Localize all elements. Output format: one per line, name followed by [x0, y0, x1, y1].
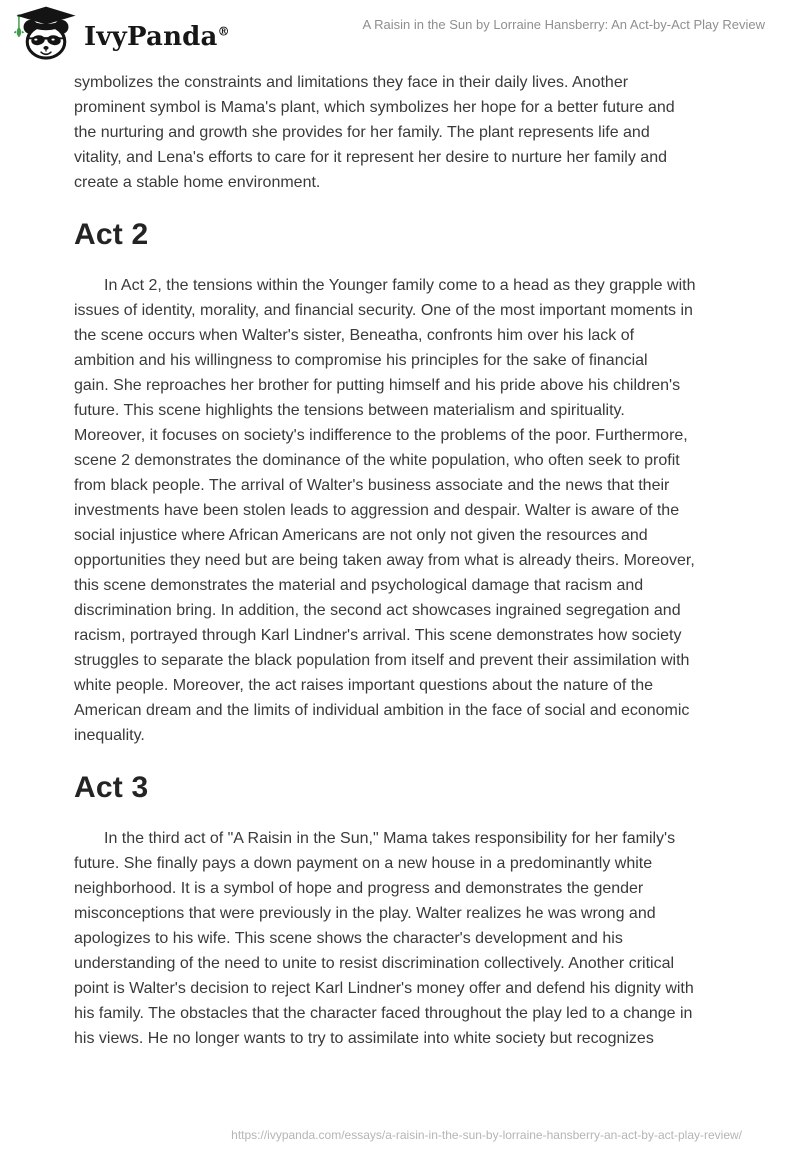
text-line: gain. She reproaches her brother for putting himself and his pride above his children's — [74, 377, 681, 394]
paragraph — [74, 826, 726, 1051]
paragraph — [74, 273, 726, 748]
text-line: opportunities they need but are being taken away from what is already theirs. Moreover, — [74, 552, 695, 569]
text-line: the nurturing and growth she provides for her family. The plant represents life and — [74, 124, 650, 141]
text-line: future. She finally pays a down payment on a new house in a predominantly white — [74, 855, 653, 872]
document-content — [74, 70, 726, 1051]
text-line: ambition and his willingness to compromise his principles for the sake of financial — [74, 352, 648, 369]
text-line: discrimination bring. In addition, the second act showcases ingrained segregation and — [74, 602, 681, 619]
text-line: the scene occurs when Walter's sister, Beneatha, confronts him over his lack of — [74, 327, 635, 344]
text-line: future. This scene highlights the tensions between materialism and spirituality. — [74, 402, 625, 419]
section-heading: Act 3 — [74, 771, 149, 804]
text-line: neighborhood. It is a symbol of hope and progress and demonstrates the gender — [74, 880, 644, 897]
text-line: issues of identity, morality, and financial security. One of the most important moments in — [74, 302, 693, 319]
text-line: his family. The obstacles that the character faced throughout the play led to a change in — [74, 1005, 693, 1022]
text-line: In the third act of "A Raisin in the Sun," Mama takes responsibility for her family's — [104, 830, 676, 847]
text-line: white people. Moreover, the act raises important questions about the nature of the — [74, 677, 654, 694]
text-line: inequality. — [74, 727, 145, 744]
tassel-icon — [14, 14, 24, 37]
brand-name: IvyPanda® — [84, 21, 230, 52]
text-line: In Act 2, the tensions within the Younger family come to a head as they grapple with — [104, 277, 696, 294]
text-line: struggles to separate the black population from itself and prevent their assimilation with — [74, 652, 690, 669]
text-line: apologizes to his wife. This scene shows the character's development and his — [74, 930, 623, 947]
text-line: prominent symbol is Mama's plant, which symbolizes her hope for a better future and — [74, 99, 675, 116]
text-line: investments have been stolen leads to aggression and despair. Walter is aware of the — [74, 502, 680, 519]
text-line: his views. He no longer wants to try to assimilate into white society but recognizes — [74, 1030, 654, 1047]
text-line: symbolizes the constraints and limitations they face in their daily lives. Another — [74, 74, 629, 91]
text-line: understanding of the need to unite to resist discrimination collectively. Another critical — [74, 955, 675, 972]
text-line: point is Walter's decision to reject Karl Lindner's money offer and defend his dignity with — [74, 980, 694, 997]
text-line: American dream and the limits of individual ambition in the face of social and economic — [74, 702, 690, 719]
text-line: misconceptions that were previously in the play. Walter realizes he was wrong and — [74, 905, 656, 922]
text-line: this scene demonstrates the material and psychological damage that racism and — [74, 577, 644, 594]
text-line: create a stable home environment. — [74, 174, 321, 191]
text-line: from black people. The arrival of Walter's business associate and the news that their — [74, 477, 670, 494]
text-line: vitality, and Lena's efforts to care for it represent her desire to nurture her family and — [74, 149, 667, 166]
text-line: scene 2 demonstrates the dominance of the white population, who often seek to profit — [74, 452, 680, 469]
section-heading: Act 2 — [74, 218, 149, 251]
page-header — [0, 0, 800, 64]
panda-graduate-icon — [14, 4, 78, 61]
registered-trademark: ® — [217, 23, 230, 38]
ivypanda-logo — [14, 4, 230, 61]
source-url: https://ivypanda.com/essays/a-raisin-in-the-sun-by-lorraine-hansberry-an-act-by-act-play-review/ — [231, 1128, 742, 1142]
text-line: social injustice where African Americans are not only not given the resources and — [74, 527, 648, 544]
text-line: Moreover, it focuses on society's indifference to the problems of the poor. Furthermore, — [74, 427, 688, 444]
text-line: racism, portrayed through Karl Lindner's arrival. This scene demonstrates how society — [74, 627, 682, 644]
paragraph — [74, 70, 726, 195]
document-title: A Raisin in the Sun by Lorraine Hansberry: An Act-by-Act Play Review — [362, 17, 765, 32]
